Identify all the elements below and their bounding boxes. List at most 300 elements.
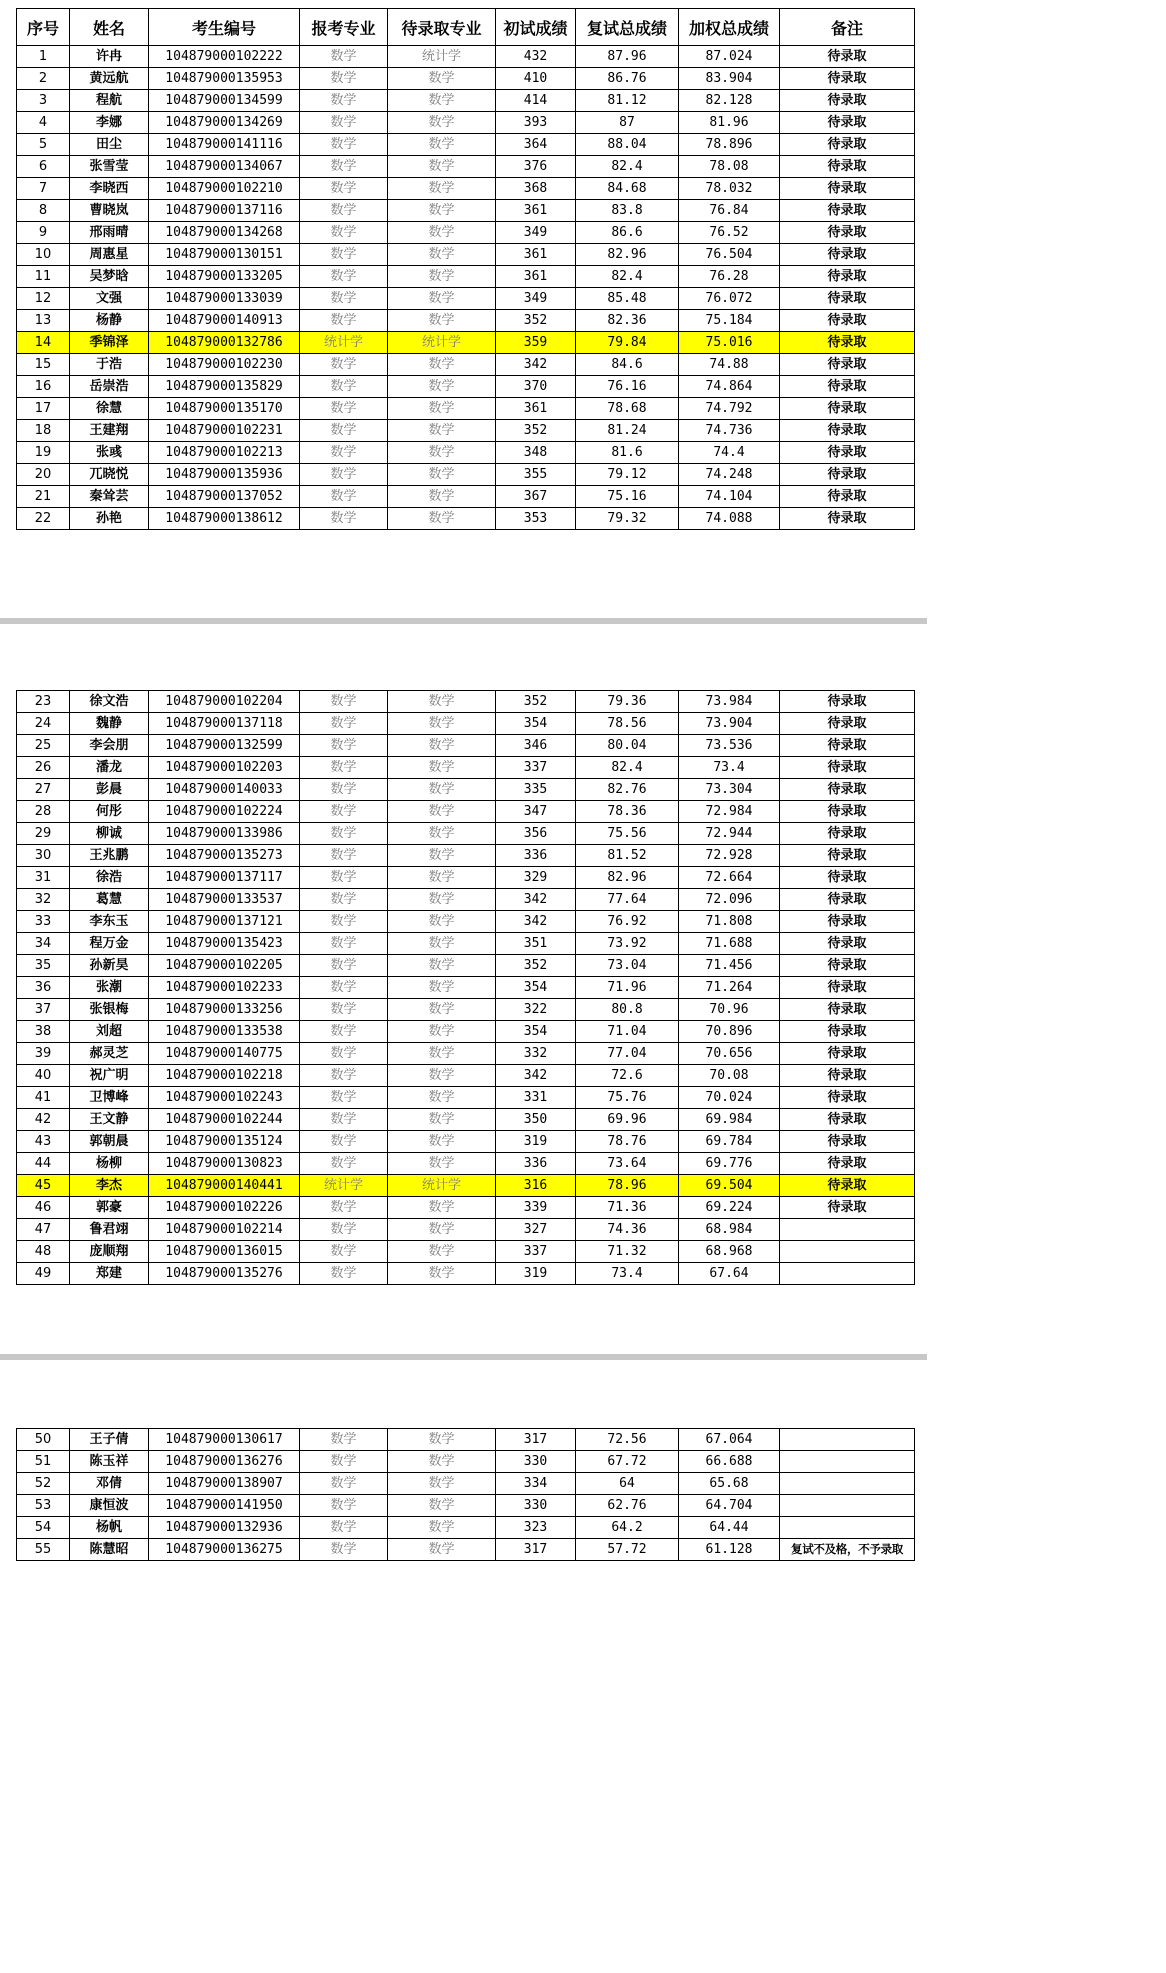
remark: 待录取 (780, 1153, 915, 1175)
retest-score: 82.4 (576, 757, 679, 779)
remark: 待录取 (780, 354, 915, 376)
retest-score: 84.68 (576, 178, 679, 200)
admit-major: 数学 (388, 735, 496, 757)
admit-major: 数学 (388, 1021, 496, 1043)
candidate-id: 104879000135423 (149, 933, 300, 955)
applied-major: 数学 (300, 977, 388, 999)
candidate-name: 郭豪 (70, 1197, 149, 1219)
remark: 待录取 (780, 1131, 915, 1153)
initial-score: 334 (496, 1473, 576, 1495)
row-index: 37 (17, 999, 70, 1021)
retest-score: 82.4 (576, 266, 679, 288)
weighted-score: 72.096 (679, 889, 780, 911)
row-index: 34 (17, 933, 70, 955)
retest-score: 73.92 (576, 933, 679, 955)
candidate-id: 104879000133205 (149, 266, 300, 288)
table-row (17, 801, 915, 823)
retest-score: 86.76 (576, 68, 679, 90)
row-index: 24 (17, 713, 70, 735)
initial-score: 336 (496, 1153, 576, 1175)
row-index: 53 (17, 1495, 70, 1517)
row-index: 39 (17, 1043, 70, 1065)
initial-score: 335 (496, 779, 576, 801)
retest-score: 62.76 (576, 1495, 679, 1517)
applied-major: 数学 (300, 508, 388, 530)
header-name: 姓名 (70, 9, 149, 46)
admit-major: 数学 (388, 1131, 496, 1153)
weighted-score: 73.536 (679, 735, 780, 757)
table-row (17, 1473, 915, 1495)
row-index: 35 (17, 955, 70, 977)
row-index: 42 (17, 1109, 70, 1131)
initial-score: 317 (496, 1429, 576, 1451)
remark: 待录取 (780, 156, 915, 178)
row-index: 18 (17, 420, 70, 442)
admit-major: 数学 (388, 999, 496, 1021)
candidate-id: 104879000102243 (149, 1087, 300, 1109)
candidate-name: 葛慧 (70, 889, 149, 911)
candidate-id: 104879000141950 (149, 1495, 300, 1517)
candidate-id: 104879000133537 (149, 889, 300, 911)
weighted-score: 78.08 (679, 156, 780, 178)
candidate-id: 104879000134269 (149, 112, 300, 134)
table-body (17, 1429, 915, 1561)
weighted-score: 69.504 (679, 1175, 780, 1197)
candidate-id: 104879000132786 (149, 332, 300, 354)
initial-score: 364 (496, 134, 576, 156)
applied-major: 数学 (300, 713, 388, 735)
initial-score: 349 (496, 222, 576, 244)
table-row (17, 1241, 915, 1263)
table-row (17, 288, 915, 310)
admit-major: 数学 (388, 1517, 496, 1539)
applied-major: 数学 (300, 398, 388, 420)
candidate-name: 郭朝晨 (70, 1131, 149, 1153)
applied-major: 数学 (300, 779, 388, 801)
admit-major: 数学 (388, 801, 496, 823)
candidate-name: 文强 (70, 288, 149, 310)
table-row (17, 1087, 915, 1109)
remark: 待录取 (780, 845, 915, 867)
initial-score: 352 (496, 955, 576, 977)
table-row (17, 889, 915, 911)
candidate-id: 104879000102205 (149, 955, 300, 977)
row-index: 3 (17, 90, 70, 112)
table-row (17, 68, 915, 90)
initial-score: 368 (496, 178, 576, 200)
remark: 待录取 (780, 933, 915, 955)
remark: 待录取 (780, 999, 915, 1021)
admit-major: 数学 (388, 90, 496, 112)
candidate-id: 104879000141116 (149, 134, 300, 156)
candidate-name: 何彤 (70, 801, 149, 823)
weighted-score: 74.248 (679, 464, 780, 486)
table-row (17, 911, 915, 933)
table-row (17, 222, 915, 244)
admit-major: 统计学 (388, 332, 496, 354)
candidate-id: 104879000102218 (149, 1065, 300, 1087)
retest-score: 67.72 (576, 1451, 679, 1473)
retest-score: 80.8 (576, 999, 679, 1021)
retest-score: 71.04 (576, 1021, 679, 1043)
admit-major: 数学 (388, 1153, 496, 1175)
remark: 待录取 (780, 1175, 915, 1197)
candidate-name: 李娜 (70, 112, 149, 134)
admit-major: 数学 (388, 779, 496, 801)
applied-major: 数学 (300, 1043, 388, 1065)
retest-score: 72.6 (576, 1065, 679, 1087)
candidate-id: 104879000132599 (149, 735, 300, 757)
retest-score: 81.24 (576, 420, 679, 442)
candidate-name: 彭晨 (70, 779, 149, 801)
retest-score: 79.84 (576, 332, 679, 354)
candidate-id: 104879000130617 (149, 1429, 300, 1451)
candidate-id: 104879000130823 (149, 1153, 300, 1175)
candidate-name: 李杰 (70, 1175, 149, 1197)
row-index: 36 (17, 977, 70, 999)
table-row (17, 508, 915, 530)
row-index: 22 (17, 508, 70, 530)
candidate-name: 鲁君翊 (70, 1219, 149, 1241)
weighted-score: 70.96 (679, 999, 780, 1021)
table-row (17, 134, 915, 156)
remark: 待录取 (780, 867, 915, 889)
row-index: 8 (17, 200, 70, 222)
admit-major: 数学 (388, 288, 496, 310)
applied-major: 统计学 (300, 332, 388, 354)
header-admit-major: 待录取专业 (388, 9, 496, 46)
applied-major: 数学 (300, 310, 388, 332)
applied-major: 数学 (300, 112, 388, 134)
applied-major: 数学 (300, 845, 388, 867)
initial-score: 342 (496, 354, 576, 376)
row-index: 30 (17, 845, 70, 867)
applied-major: 数学 (300, 889, 388, 911)
row-index: 27 (17, 779, 70, 801)
candidate-name: 徐慧 (70, 398, 149, 420)
initial-score: 329 (496, 867, 576, 889)
weighted-score: 65.68 (679, 1473, 780, 1495)
row-index: 17 (17, 398, 70, 420)
retest-score: 87 (576, 112, 679, 134)
table-row (17, 845, 915, 867)
row-index: 11 (17, 266, 70, 288)
candidate-id: 104879000133039 (149, 288, 300, 310)
initial-score: 361 (496, 200, 576, 222)
applied-major: 数学 (300, 1109, 388, 1131)
retest-score: 73.64 (576, 1153, 679, 1175)
initial-score: 330 (496, 1451, 576, 1473)
retest-score: 81.6 (576, 442, 679, 464)
candidate-name: 潘龙 (70, 757, 149, 779)
table-row (17, 486, 915, 508)
initial-score: 356 (496, 823, 576, 845)
applied-major: 数学 (300, 867, 388, 889)
remark (780, 1495, 915, 1517)
remark (780, 1263, 915, 1285)
admit-major: 数学 (388, 464, 496, 486)
candidate-name: 李会朋 (70, 735, 149, 757)
row-index: 46 (17, 1197, 70, 1219)
table-row (17, 1429, 915, 1451)
table-row (17, 46, 915, 68)
candidate-name: 陈慧昭 (70, 1539, 149, 1561)
table-row (17, 310, 915, 332)
retest-score: 81.52 (576, 845, 679, 867)
remark: 待录取 (780, 1197, 915, 1219)
applied-major: 数学 (300, 1539, 388, 1561)
candidate-name: 徐浩 (70, 867, 149, 889)
row-index: 28 (17, 801, 70, 823)
row-index: 9 (17, 222, 70, 244)
initial-score: 342 (496, 1065, 576, 1087)
candidate-name: 季锦泽 (70, 332, 149, 354)
initial-score: 354 (496, 977, 576, 999)
admit-major: 数学 (388, 508, 496, 530)
weighted-score: 76.84 (679, 200, 780, 222)
weighted-score: 75.184 (679, 310, 780, 332)
initial-score: 410 (496, 68, 576, 90)
remark: 复试不及格，不予录取 (780, 1539, 915, 1561)
retest-score: 57.72 (576, 1539, 679, 1561)
applied-major: 统计学 (300, 1175, 388, 1197)
applied-major: 数学 (300, 1495, 388, 1517)
candidate-id: 104879000137117 (149, 867, 300, 889)
candidate-name: 康恒波 (70, 1495, 149, 1517)
initial-score: 353 (496, 508, 576, 530)
retest-score: 79.36 (576, 691, 679, 713)
initial-score: 367 (496, 486, 576, 508)
weighted-score: 68.968 (679, 1241, 780, 1263)
table-row (17, 376, 915, 398)
weighted-score: 69.776 (679, 1153, 780, 1175)
weighted-score: 72.664 (679, 867, 780, 889)
admit-major: 数学 (388, 867, 496, 889)
retest-score: 86.6 (576, 222, 679, 244)
retest-score: 87.96 (576, 46, 679, 68)
weighted-score: 73.984 (679, 691, 780, 713)
candidate-name: 秦耸芸 (70, 486, 149, 508)
weighted-score: 61.128 (679, 1539, 780, 1561)
row-index: 7 (17, 178, 70, 200)
retest-score: 80.04 (576, 735, 679, 757)
row-index: 21 (17, 486, 70, 508)
table-body (17, 46, 915, 530)
retest-score: 76.16 (576, 376, 679, 398)
retest-score: 82.96 (576, 244, 679, 266)
row-index: 52 (17, 1473, 70, 1495)
applied-major: 数学 (300, 955, 388, 977)
remark: 待录取 (780, 1021, 915, 1043)
initial-score: 342 (496, 889, 576, 911)
admit-major: 数学 (388, 1429, 496, 1451)
applied-major: 数学 (300, 376, 388, 398)
row-index: 19 (17, 442, 70, 464)
admit-major: 数学 (388, 889, 496, 911)
remark: 待录取 (780, 464, 915, 486)
remark: 待录取 (780, 266, 915, 288)
initial-score: 352 (496, 310, 576, 332)
applied-major: 数学 (300, 222, 388, 244)
admit-major: 数学 (388, 1241, 496, 1263)
retest-score: 74.36 (576, 1219, 679, 1241)
retest-score: 78.56 (576, 713, 679, 735)
admit-major: 数学 (388, 442, 496, 464)
candidate-name: 程航 (70, 90, 149, 112)
remark (780, 1219, 915, 1241)
weighted-score: 70.024 (679, 1087, 780, 1109)
weighted-score: 71.808 (679, 911, 780, 933)
remark (780, 1241, 915, 1263)
admit-major: 数学 (388, 757, 496, 779)
table-row (17, 1197, 915, 1219)
retest-score: 71.32 (576, 1241, 679, 1263)
table-row (17, 442, 915, 464)
row-index: 50 (17, 1429, 70, 1451)
candidate-id: 104879000102244 (149, 1109, 300, 1131)
table-row (17, 1517, 915, 1539)
retest-score: 78.36 (576, 801, 679, 823)
admit-major: 数学 (388, 398, 496, 420)
table-row (17, 955, 915, 977)
row-index: 23 (17, 691, 70, 713)
weighted-score: 69.224 (679, 1197, 780, 1219)
candidate-name: 杨静 (70, 310, 149, 332)
row-index: 10 (17, 244, 70, 266)
row-index: 51 (17, 1451, 70, 1473)
candidate-id: 104879000135953 (149, 68, 300, 90)
candidate-id: 104879000102214 (149, 1219, 300, 1241)
row-index: 13 (17, 310, 70, 332)
table-row (17, 244, 915, 266)
candidate-name: 王兆鹏 (70, 845, 149, 867)
weighted-score: 74.104 (679, 486, 780, 508)
weighted-score: 87.024 (679, 46, 780, 68)
candidate-name: 许冉 (70, 46, 149, 68)
candidate-name: 魏静 (70, 713, 149, 735)
weighted-score: 74.736 (679, 420, 780, 442)
candidate-id: 104879000140441 (149, 1175, 300, 1197)
table-row (17, 779, 915, 801)
row-index: 40 (17, 1065, 70, 1087)
weighted-score: 81.96 (679, 112, 780, 134)
initial-score: 352 (496, 691, 576, 713)
table-row (17, 1175, 915, 1197)
table-row (17, 1021, 915, 1043)
remark: 待录取 (780, 90, 915, 112)
applied-major: 数学 (300, 1429, 388, 1451)
candidate-name: 张雪莹 (70, 156, 149, 178)
header-applied-major: 报考专业 (300, 9, 388, 46)
table-row (17, 1109, 915, 1131)
candidate-id: 104879000102233 (149, 977, 300, 999)
candidate-name: 杨柳 (70, 1153, 149, 1175)
weighted-score: 68.984 (679, 1219, 780, 1241)
row-index: 47 (17, 1219, 70, 1241)
retest-score: 78.68 (576, 398, 679, 420)
admit-major: 数学 (388, 354, 496, 376)
candidate-id: 104879000135936 (149, 464, 300, 486)
candidate-id: 104879000133986 (149, 823, 300, 845)
candidate-name: 张银梅 (70, 999, 149, 1021)
initial-score: 349 (496, 288, 576, 310)
admit-major: 数学 (388, 310, 496, 332)
weighted-score: 72.984 (679, 801, 780, 823)
candidate-id: 104879000102231 (149, 420, 300, 442)
applied-major: 数学 (300, 735, 388, 757)
candidate-id: 104879000135273 (149, 845, 300, 867)
remark: 待录取 (780, 244, 915, 266)
retest-score: 73.04 (576, 955, 679, 977)
candidate-name: 杨帆 (70, 1517, 149, 1539)
remark: 待录取 (780, 68, 915, 90)
initial-score: 331 (496, 1087, 576, 1109)
applied-major: 数学 (300, 1021, 388, 1043)
applied-major: 数学 (300, 156, 388, 178)
admit-major: 数学 (388, 1109, 496, 1131)
retest-score: 72.56 (576, 1429, 679, 1451)
remark: 待录取 (780, 178, 915, 200)
table-row (17, 691, 915, 713)
initial-score: 330 (496, 1495, 576, 1517)
row-index: 25 (17, 735, 70, 757)
table-row (17, 1153, 915, 1175)
initial-score: 350 (496, 1109, 576, 1131)
weighted-score: 72.944 (679, 823, 780, 845)
table-row (17, 354, 915, 376)
page-separator (0, 1354, 927, 1360)
table-header (17, 9, 915, 46)
table-row (17, 1065, 915, 1087)
candidate-name: 祝广明 (70, 1065, 149, 1087)
weighted-score: 72.928 (679, 845, 780, 867)
applied-major: 数学 (300, 244, 388, 266)
retest-score: 79.32 (576, 508, 679, 530)
remark: 待录取 (780, 977, 915, 999)
applied-major: 数学 (300, 1065, 388, 1087)
table-page-2 (16, 690, 915, 1285)
weighted-score: 74.88 (679, 354, 780, 376)
initial-score: 327 (496, 1219, 576, 1241)
admit-major: 数学 (388, 156, 496, 178)
weighted-score: 67.64 (679, 1263, 780, 1285)
row-index: 43 (17, 1131, 70, 1153)
remark: 待录取 (780, 420, 915, 442)
table-row (17, 112, 915, 134)
remark: 待录取 (780, 1087, 915, 1109)
retest-score: 78.96 (576, 1175, 679, 1197)
table-row (17, 977, 915, 999)
candidate-id: 104879000134599 (149, 90, 300, 112)
weighted-score: 74.792 (679, 398, 780, 420)
applied-major: 数学 (300, 1131, 388, 1153)
candidate-id: 104879000135829 (149, 376, 300, 398)
candidate-id: 104879000140913 (149, 310, 300, 332)
initial-score: 355 (496, 464, 576, 486)
remark (780, 1429, 915, 1451)
initial-score: 339 (496, 1197, 576, 1219)
candidate-name: 曹晓岚 (70, 200, 149, 222)
remark: 待录取 (780, 310, 915, 332)
candidate-id: 104879000135124 (149, 1131, 300, 1153)
initial-score: 361 (496, 398, 576, 420)
remark: 待录取 (780, 200, 915, 222)
weighted-score: 82.128 (679, 90, 780, 112)
retest-score: 82.76 (576, 779, 679, 801)
retest-score: 81.12 (576, 90, 679, 112)
candidate-id: 104879000136275 (149, 1539, 300, 1561)
candidate-name: 张彧 (70, 442, 149, 464)
